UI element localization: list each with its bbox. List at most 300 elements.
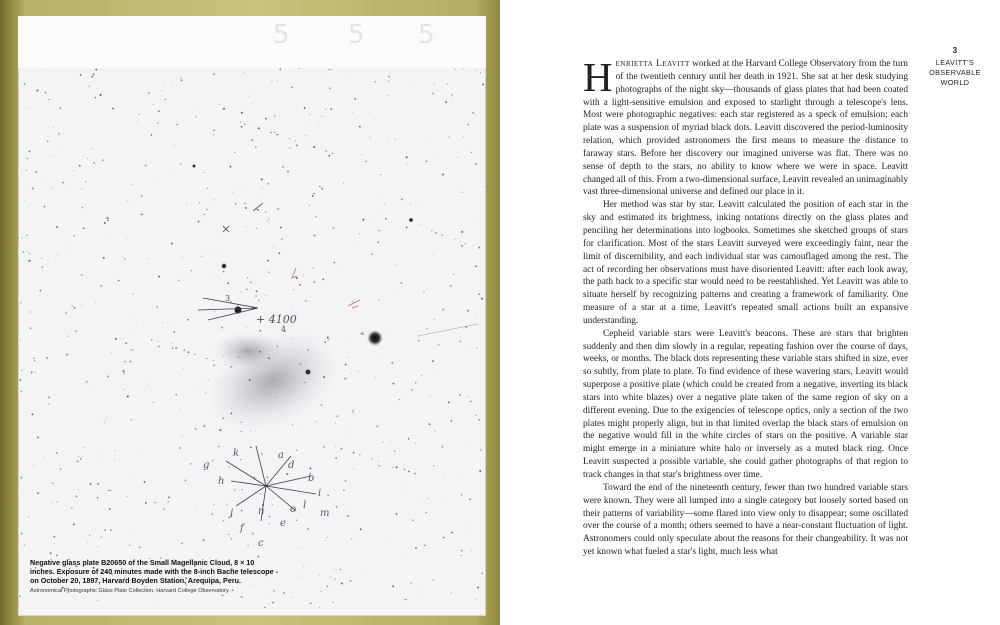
speckle: [158, 111, 159, 112]
speckle: [462, 68, 463, 69]
speckle: [110, 529, 112, 531]
speckle: [195, 116, 196, 117]
speckle: [20, 340, 21, 341]
speckle: [206, 170, 207, 171]
speckle: [442, 446, 444, 448]
speckle: [48, 99, 49, 100]
speckle: [168, 496, 170, 498]
speckle: [24, 84, 25, 85]
speckle: [249, 96, 250, 97]
speckle: [457, 157, 458, 158]
speckle: [213, 73, 214, 74]
speckle: [148, 92, 150, 94]
speckle: [454, 239, 455, 240]
speckle: [378, 230, 379, 231]
speckle: [21, 391, 22, 392]
speckle: [90, 483, 92, 485]
speckle: [380, 174, 381, 175]
speckle: [252, 103, 253, 104]
speckle: [74, 235, 75, 236]
speckle: [83, 228, 85, 230]
speckle: [468, 396, 469, 397]
speckle: [203, 172, 204, 173]
speckle: [21, 370, 22, 371]
speckle: [433, 465, 434, 466]
speckle: [392, 585, 394, 587]
plate-top-mark: 5: [273, 20, 292, 50]
speckle: [477, 586, 479, 588]
speckle: [133, 349, 134, 350]
speckle: [231, 522, 232, 523]
speckle: [451, 593, 452, 594]
speckle: [443, 537, 444, 538]
speckle: [19, 596, 20, 597]
speckle: [95, 302, 96, 303]
speckle: [476, 347, 477, 348]
speckle: [303, 566, 304, 567]
speckle: [175, 394, 177, 396]
speckle: [20, 477, 22, 479]
speckle: [345, 480, 346, 481]
speckle: [191, 270, 192, 271]
speckle: [281, 238, 283, 240]
speckle: [421, 375, 422, 376]
speckle: [312, 195, 314, 197]
speckle: [377, 426, 378, 427]
speckle: [289, 147, 290, 148]
speckle: [244, 203, 245, 204]
speckle: [241, 596, 243, 598]
speckle: [319, 575, 320, 576]
plate-top-mark: 5: [418, 20, 437, 50]
speckle: [384, 542, 385, 543]
speckle: [310, 603, 312, 605]
speckle: [213, 360, 214, 361]
speckle: [47, 141, 49, 143]
speckle: [78, 456, 79, 457]
speckle: [480, 449, 482, 451]
speckle: [251, 139, 253, 141]
speckle: [214, 311, 215, 312]
speckle: [247, 545, 248, 546]
speckle: [247, 191, 248, 192]
speckle: [433, 254, 434, 255]
speckle: [255, 146, 257, 148]
speckle: [20, 379, 22, 381]
speckle: [256, 198, 257, 199]
speckle: [272, 602, 273, 603]
speckle: [56, 145, 57, 146]
speckle: [478, 419, 479, 420]
speckle: [26, 235, 27, 236]
speckle: [383, 442, 384, 443]
speckle: [434, 430, 435, 431]
speckle: [319, 607, 320, 608]
speckle: [434, 84, 435, 85]
speckle: [434, 154, 435, 155]
speckle: [373, 223, 374, 224]
speckle: [186, 203, 187, 204]
speckle: [27, 251, 28, 252]
speckle: [21, 532, 23, 534]
speckle: [361, 571, 362, 572]
speckle: [432, 93, 434, 95]
speckle: [204, 221, 205, 222]
speckle: [35, 372, 36, 373]
speckle: [174, 145, 175, 146]
speckle: [133, 293, 134, 294]
speckle: [270, 132, 272, 134]
speckle: [274, 246, 275, 247]
speckle: [219, 104, 220, 105]
speckle: [140, 214, 141, 215]
chapter-header: [925, 46, 985, 88]
speckle: [141, 452, 142, 453]
speckle: [134, 328, 135, 329]
speckle: [256, 228, 257, 229]
speckle: [105, 529, 106, 530]
speckle: [74, 307, 76, 309]
speckle: [393, 290, 394, 291]
speckle: [185, 480, 187, 482]
speckle: [377, 193, 378, 194]
plate-letter-group: [203, 448, 329, 549]
speckle: [97, 88, 98, 89]
speckle: [33, 465, 34, 466]
speckle: [471, 529, 472, 530]
speckle: [293, 289, 294, 290]
speckle: [381, 356, 382, 357]
speckle: [103, 257, 105, 259]
speckle: [438, 344, 439, 345]
star: [306, 370, 311, 375]
speckle: [392, 467, 393, 468]
speckle: [81, 305, 82, 306]
plate-letter: j: [230, 508, 234, 519]
speckle: [296, 145, 298, 147]
speckle: [101, 537, 102, 538]
speckle: [329, 87, 331, 89]
speckle: [340, 569, 341, 570]
speckle: [325, 109, 326, 110]
plate-letter: m: [320, 508, 330, 519]
speckle: [167, 501, 168, 502]
speckle: [208, 379, 209, 380]
speckle: [309, 467, 311, 469]
speckle: [435, 232, 437, 234]
speckle: [375, 81, 376, 82]
speckle: [56, 452, 58, 454]
speckle: [408, 471, 410, 473]
plate-letter: 3: [225, 294, 231, 303]
speckle: [213, 504, 214, 505]
speckle: [123, 370, 125, 372]
speckle: [122, 257, 123, 258]
speckle: [262, 188, 263, 189]
speckle: [269, 218, 270, 219]
speckle: [21, 172, 22, 173]
plate-note: + 4100: [256, 313, 297, 326]
speckle: [141, 195, 143, 197]
speckle: [406, 392, 407, 393]
speckle: [362, 219, 364, 221]
speckle: [353, 452, 355, 454]
speckle: [442, 500, 443, 501]
speckle: [269, 516, 271, 518]
speckle: [420, 503, 421, 504]
speckle: [51, 155, 52, 156]
speckle: [194, 354, 195, 355]
speckle: [205, 393, 206, 394]
speckle: [379, 300, 380, 301]
speckle: [127, 238, 128, 239]
speckle: [204, 425, 206, 427]
speckle: [227, 282, 229, 284]
speckle: [462, 192, 463, 193]
speckle: [80, 458, 81, 459]
speckle: [359, 126, 361, 128]
speckle: [60, 107, 62, 109]
star: [221, 263, 227, 269]
speckle: [461, 245, 463, 247]
plate-top-mark: 5: [348, 20, 367, 50]
speckle: [391, 362, 393, 364]
speckle: [198, 105, 199, 106]
speckle: [340, 448, 342, 450]
speckle: [462, 476, 463, 477]
speckle: [242, 489, 243, 490]
speckle: [54, 543, 55, 544]
speckle: [241, 292, 242, 293]
speckle: [37, 436, 39, 438]
speckle: [475, 266, 477, 268]
speckle: [264, 607, 265, 608]
speckle: [334, 569, 335, 570]
speckle: [230, 166, 232, 168]
speckle: [256, 290, 258, 292]
speckle: [271, 81, 272, 82]
paragraph: Cepheid variable stars were Leavitt's beacons. These are stars that brighten suddenly and then dim slowly in a regular, repeating fashion over the course of days, weeks, or months. The black dots representing these variable stars shifted in size, ever so subtly, from plate to plate. To find evidence of these wavering stars, Leavitt would superpose a positive plate (which could be created from a negative, inverting its black stars into white blazes) over a negative plate taken of the same region of sky on a different evening. Due to the exigencies of telescope optics, only a section of the two plates might properly align, but in that limited overlap the black stars of emulsion on the negative would fill in the white circles of stars on the positive. A variable star might emerge in a miniature white halo or inversely as a muted black ring. Once Leavitt suspected a possible variable, she could gather photographs of that region to track changes in that star's brightness over time.: [583, 328, 908, 480]
speckle: [296, 520, 297, 521]
speckle: [479, 470, 481, 472]
figure-caption: [30, 558, 280, 595]
speckle: [265, 118, 267, 120]
speckle: [130, 361, 132, 363]
speckle: [62, 182, 64, 184]
speckle: [415, 443, 416, 444]
speckle: [57, 501, 58, 502]
speckle: [477, 317, 478, 318]
speckle: [260, 493, 261, 494]
speckle: [362, 333, 364, 335]
speckle: [313, 193, 315, 195]
speckle: [442, 309, 444, 311]
speckle: [204, 214, 205, 215]
speckle: [406, 226, 408, 228]
chapter-title-line: OBSERVABLE: [929, 68, 981, 77]
speckle: [350, 432, 351, 433]
speckle: [298, 576, 299, 577]
speckle: [442, 174, 444, 176]
speckle: [158, 346, 160, 348]
speckle: [283, 592, 285, 594]
speckle: [432, 360, 434, 362]
speckle: [34, 360, 35, 361]
speckle: [131, 419, 132, 420]
speckle: [301, 424, 302, 425]
speckle: [396, 513, 398, 515]
plate-letter: n: [258, 506, 265, 517]
speckle: [343, 489, 345, 491]
speckle: [86, 381, 87, 382]
speckle: [31, 372, 33, 374]
speckle: [60, 468, 62, 470]
speckle: [388, 76, 390, 78]
speckle: [341, 583, 343, 585]
speckle: [223, 520, 224, 521]
speckle: [388, 456, 389, 457]
speckle: [430, 396, 431, 397]
speckle: [292, 87, 293, 88]
speckle: [255, 295, 256, 296]
speckle: [124, 389, 125, 390]
speckle: [171, 243, 173, 245]
plate-letter: f: [240, 523, 244, 534]
speckle: [433, 579, 434, 580]
speckle: [463, 136, 464, 137]
speckle: [267, 476, 269, 478]
speckle: [331, 577, 332, 578]
speckle: [282, 166, 284, 168]
speckle: [347, 76, 348, 77]
speckle: [29, 151, 31, 153]
speckle: [29, 253, 30, 254]
speckle: [415, 382, 416, 383]
speckle: [48, 404, 49, 405]
speckle: [469, 498, 471, 500]
speckle: [53, 127, 54, 128]
speckle: [390, 95, 391, 96]
speckle: [384, 204, 385, 205]
speckle: [199, 202, 200, 203]
speckle: [58, 133, 60, 135]
speckle: [81, 188, 82, 189]
glass-plate-photograph: [18, 16, 486, 616]
speckle: [87, 542, 88, 543]
speckle: [241, 510, 242, 511]
speckle: [114, 450, 115, 451]
speckle: [234, 152, 235, 153]
speckle: [358, 371, 359, 372]
speckle: [164, 508, 165, 509]
speckle: [428, 498, 429, 499]
speckle: [241, 126, 243, 128]
speckle: [173, 171, 174, 172]
speckle: [408, 438, 409, 439]
speckle: [327, 586, 329, 588]
bright-star: [367, 330, 383, 346]
speckle: [155, 607, 156, 608]
speckle: [460, 241, 461, 242]
speckle: [252, 533, 254, 535]
speckle: [175, 347, 177, 349]
speckle: [171, 343, 172, 344]
speckle: [451, 102, 452, 103]
speckle: [218, 446, 220, 448]
speckle: [80, 74, 82, 76]
speckle: [313, 146, 315, 148]
paragraph: Her method was star by star. Leavitt calculated the position of each star in the sky and estimated its brightness, inking notations directly on the glass plates and penciling her determinations into logbooks. Sometimes she sketched groups of stars for clarification. Most of the stars Leavitt surveyed were exceedingly faint, near the limit of discernibility, and each individual star was camouflaged among the rest. The act of recording her observations must have disoriented Leavitt: after each look away, the path back to a specific star would need to be reestablished. Yet Leavitt was able to situate herself by recognizing patterns and creating a framework of familiarity. One measure of a star at a time, Leavitt's repeated small actions built an expansive understanding.: [583, 200, 908, 326]
speckle: [388, 141, 389, 142]
speckle: [50, 552, 52, 554]
speckle: [375, 377, 376, 378]
speckle: [243, 73, 244, 74]
speckle: [331, 69, 332, 70]
speckle: [44, 206, 45, 207]
speckle: [51, 502, 52, 503]
speckle: [157, 341, 158, 342]
speckle: [246, 289, 247, 290]
speckle: [351, 373, 352, 374]
speckle: [190, 463, 191, 464]
speckle: [322, 279, 324, 281]
speckle: [158, 276, 160, 278]
speckle: [51, 187, 52, 188]
speckle: [328, 339, 329, 340]
speckle: [145, 165, 147, 167]
speckle: [257, 209, 259, 211]
speckle: [467, 525, 468, 526]
speckle: [292, 306, 293, 307]
speckle: [153, 402, 154, 403]
speckle: [52, 483, 54, 485]
speckle: [381, 209, 382, 210]
speckle: [136, 324, 137, 325]
speckle: [101, 69, 102, 70]
speckle: [111, 352, 112, 353]
speckle: [178, 280, 179, 281]
speckle: [56, 555, 58, 557]
speckle: [362, 331, 363, 332]
speckle: [172, 83, 173, 84]
speckle: [258, 300, 260, 302]
speckle: [353, 301, 354, 302]
speckle: [155, 502, 156, 503]
speckle: [406, 156, 408, 158]
speckle: [401, 198, 403, 200]
speckle: [475, 163, 477, 165]
speckle: [40, 290, 42, 292]
speckle: [321, 188, 323, 190]
speckle: [299, 284, 301, 286]
speckle: [213, 129, 214, 130]
speckle: [421, 592, 422, 593]
speckle: [65, 254, 66, 255]
speckle: [77, 461, 79, 463]
speckle: [461, 231, 463, 233]
star: [193, 165, 196, 168]
speckle: [70, 245, 71, 246]
speckle: [268, 183, 269, 184]
speckle: [76, 330, 77, 331]
speckle: [411, 389, 412, 390]
speckle: [79, 165, 81, 167]
speckle: [296, 277, 298, 279]
speckle: [247, 277, 248, 278]
speckle: [323, 446, 325, 448]
speckle: [252, 126, 253, 127]
speckle: [404, 599, 405, 600]
